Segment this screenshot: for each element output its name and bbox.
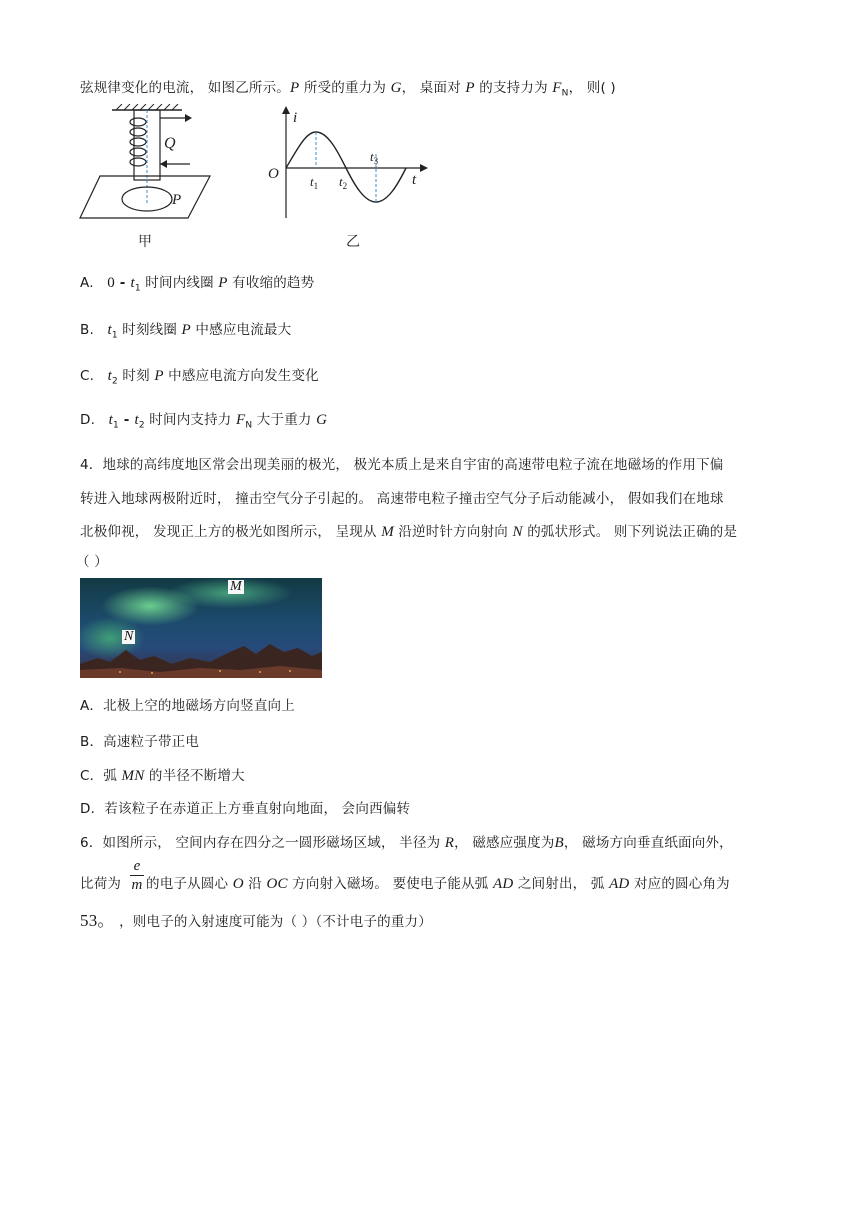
- q6-text: ， 磁感应强度为: [454, 835, 555, 851]
- q6-text: 之间射出， 弧: [513, 876, 610, 892]
- q6-line-2-rest: [146, 872, 730, 893]
- q6-text: 比荷为: [80, 876, 122, 892]
- q4-option-b: B．高速粒子带正电: [80, 734, 200, 750]
- q4-text: 北极仰视， 发现正上方的极光如图所示， 呈现从: [80, 524, 382, 540]
- tick-t1-sub: 1: [313, 181, 319, 191]
- aurora-photo: [80, 578, 322, 678]
- q3-option-a: [80, 271, 314, 294]
- q6-text: 沿: [243, 876, 267, 892]
- q6-text: 对应的圆心角为: [629, 876, 730, 892]
- q3-intro-text: ， 桌面对: [401, 80, 466, 96]
- var-t: t: [107, 322, 112, 338]
- var-zero: 0: [107, 275, 115, 291]
- option-text: 时间内支持力: [144, 412, 236, 428]
- q6-line-3: [80, 906, 432, 931]
- var-P: P: [154, 368, 164, 384]
- var-P: P: [290, 80, 300, 96]
- svg-text:t2: [339, 174, 347, 191]
- figure-yi-sine-graph: [262, 104, 430, 252]
- mountain-silhouette: [80, 638, 322, 678]
- q6-text: 6．如图所示， 空间内存在四分之一圆形磁场区域， 半径为: [80, 835, 445, 851]
- var-MN: MN: [121, 768, 145, 784]
- tick-t2-sub: 2: [342, 181, 348, 191]
- axis-label-i: i: [293, 110, 298, 126]
- option-letter: C.: [80, 368, 95, 384]
- aurora-label-N: N: [124, 629, 134, 644]
- q3-option-b: [80, 318, 291, 341]
- q4-option-c: [80, 764, 245, 785]
- var-F: F: [552, 80, 562, 96]
- q3-intro-text: 所受的重力为: [299, 80, 391, 96]
- tick-t3: t: [370, 149, 374, 164]
- q6-text: ，则电子的入射速度可能为（ ）（不计电子的重力）: [114, 914, 432, 930]
- var-G: G: [390, 80, 402, 96]
- subscript: 1: [111, 330, 118, 341]
- axis-label-t: t: [412, 172, 417, 188]
- q6-text: 方向射入磁场。 要使电子能从弧: [287, 876, 493, 892]
- option-text: 时刻线圈: [117, 322, 182, 338]
- var-AD: AD: [492, 876, 514, 892]
- var-t: t: [107, 368, 112, 384]
- subscript: 1: [134, 283, 141, 294]
- q4-text: 沿逆时针方向射向: [393, 524, 513, 540]
- label-yi: 乙: [346, 234, 360, 250]
- var-P: P: [218, 275, 228, 291]
- option-letter: B.: [80, 322, 94, 338]
- q6-text: ， 磁场方向垂直纸面向外，: [563, 835, 733, 851]
- subscript-N: N: [561, 88, 569, 99]
- q4-option-a: A．北极上空的地磁场方向竖直向上: [80, 698, 295, 714]
- aurora-label-M: M: [230, 579, 242, 594]
- option-text: 时刻: [117, 368, 155, 384]
- var-t: t: [130, 275, 135, 291]
- subscript: 2: [111, 376, 118, 387]
- option-text: 中感应电流方向发生变化: [163, 368, 319, 384]
- figure-jia: [78, 104, 218, 252]
- q3-intro-text: 的支持力为: [474, 80, 553, 96]
- option-text: 大于重力: [252, 412, 317, 428]
- fraction-e-over-m: [130, 858, 144, 895]
- option-text: 有收缩的趋势: [227, 275, 315, 291]
- q3-option-d: [80, 408, 327, 431]
- q4-option-d: D．若该粒子在赤道正上方垂直射向地面， 会向西偏转: [80, 801, 411, 817]
- label-P: P: [172, 192, 182, 208]
- option-text: 的半径不断增大: [144, 768, 245, 784]
- dash: -: [114, 275, 131, 291]
- q3-option-c: [80, 364, 319, 387]
- var-M: M: [381, 524, 394, 540]
- var-OC: OC: [266, 876, 288, 892]
- var-F: F: [236, 412, 246, 428]
- var-P: P: [465, 80, 475, 96]
- option-text: 中感应电流最大: [190, 322, 292, 338]
- subscript: 2: [138, 420, 145, 431]
- tick-t3-sub: 3: [373, 156, 379, 166]
- var-t: t: [134, 412, 139, 428]
- q6-line-1: [80, 831, 733, 852]
- tick-t2: t: [339, 174, 343, 189]
- label-jia: 甲: [138, 234, 152, 250]
- q4-line-3: [80, 520, 737, 541]
- fraction-numerator: e: [130, 858, 144, 876]
- option-letter: A.: [80, 275, 94, 291]
- tick-t1: t: [310, 174, 314, 189]
- q3-intro-text: 弦规律变化的电流， 如图乙所示。: [80, 80, 290, 96]
- option-text: 时间内线圈: [140, 275, 219, 291]
- q4-answer-bracket: （ ）: [76, 554, 108, 570]
- q4-line-1: 4．地球的高纬度地区常会出现美丽的极光， 极光本质上是来自宇宙的高速带电粒子流在地磁场的作用下偏: [80, 457, 724, 473]
- option-text: C．弧: [80, 768, 122, 784]
- svg-text:t1: [310, 174, 318, 191]
- q4-line-2: 转进入地球两极附近时， 撞击空气分子引起的。 高速带电粒子撞击空气分子后动能减小， 假如我们在地球: [80, 491, 724, 507]
- q6-text: 的电子从圆心: [146, 876, 233, 892]
- var-G: G: [316, 412, 328, 428]
- var-AD: AD: [609, 876, 630, 892]
- var-B: B: [554, 835, 564, 851]
- dash: -: [118, 412, 135, 428]
- svg-text:t3: [370, 149, 379, 166]
- label-Q: Q: [164, 135, 176, 152]
- fraction-denominator: m: [131, 877, 143, 893]
- var-N: N: [512, 524, 523, 540]
- q3-intro: [80, 76, 616, 99]
- option-letter: D.: [80, 412, 96, 428]
- q4-text: 的弧状形式。 则下列说法正确的是: [522, 524, 738, 540]
- angle-53: 53。: [80, 911, 115, 930]
- var-R: R: [444, 835, 455, 851]
- subscript: 1: [112, 420, 119, 431]
- subscript-N: N: [245, 420, 253, 431]
- var-t: t: [108, 412, 113, 428]
- q3-intro-text: ， 则( ): [568, 80, 616, 96]
- var-P: P: [181, 322, 191, 338]
- var-O: O: [232, 876, 244, 892]
- origin-label: O: [268, 166, 279, 182]
